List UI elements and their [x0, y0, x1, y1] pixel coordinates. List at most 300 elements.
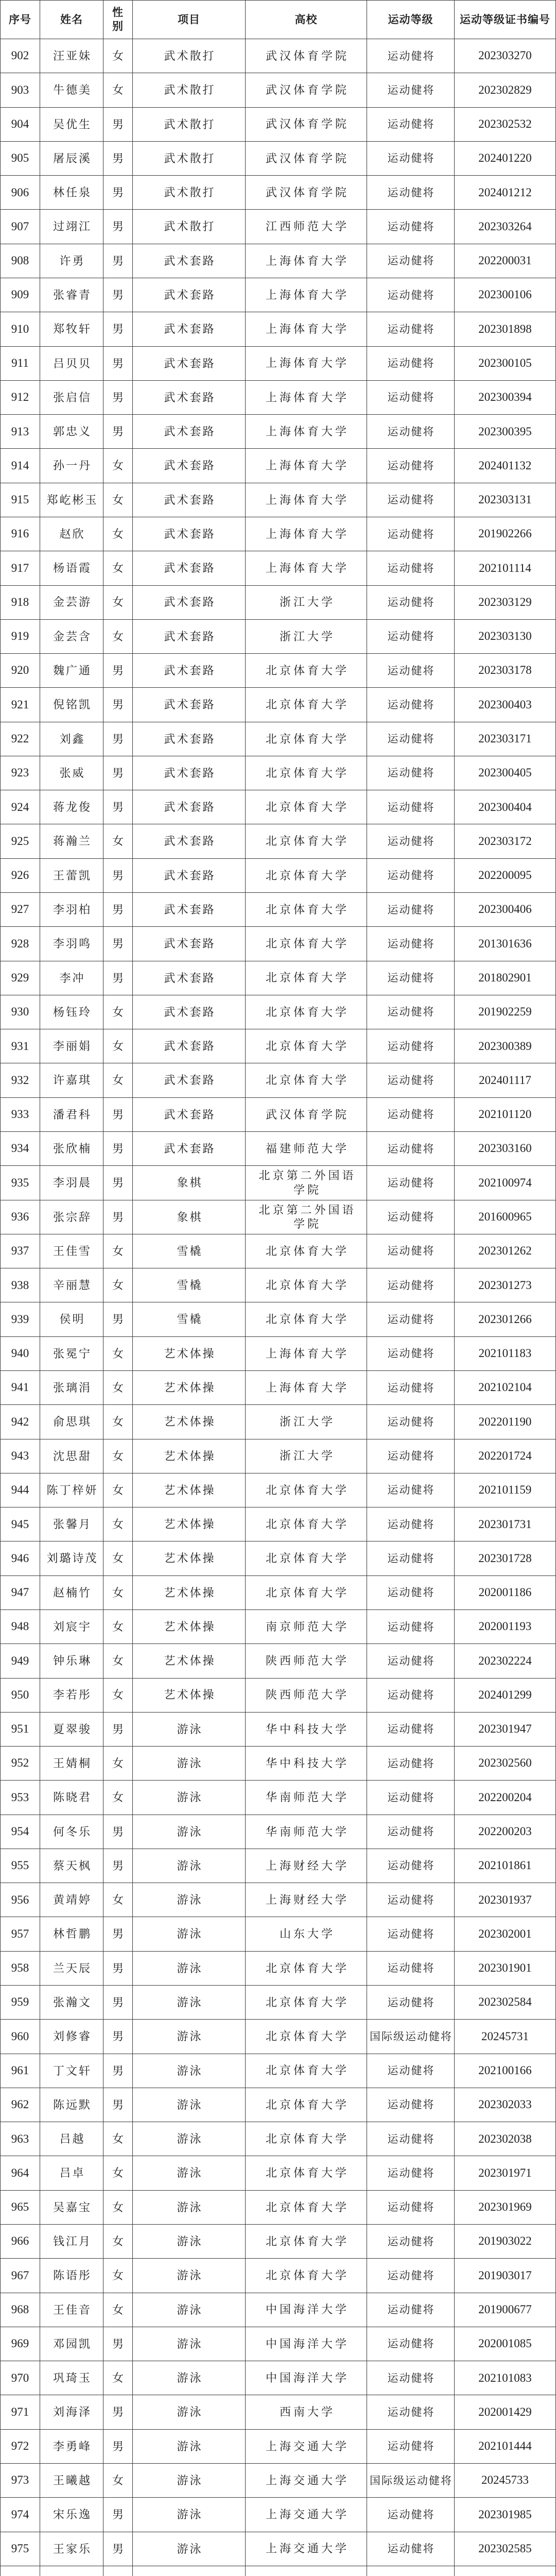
gender-cell: 女: [103, 2191, 133, 2225]
certificate-number-cell: 201802901: [455, 961, 556, 995]
serial-cell: 905: [0, 142, 40, 176]
school-cell: 南京师范大学: [246, 1610, 367, 1644]
event-cell: 艺术体操: [133, 1371, 246, 1405]
serial-cell: 932: [0, 1063, 40, 1097]
certificate-number-cell: 202101114: [455, 551, 556, 585]
level-cell: 运动健将: [367, 1747, 455, 1781]
serial-cell: 930: [0, 995, 40, 1029]
serial-cell: 921: [0, 688, 40, 722]
event-cell: 游泳: [133, 1815, 246, 1849]
event-cell: 游泳: [133, 2498, 246, 2532]
certificate-number-cell: 201600965: [455, 1200, 556, 1234]
serial-cell: 968: [0, 2293, 40, 2327]
level-cell: 运动健将: [367, 2088, 455, 2122]
school-cell: 浙江大学: [246, 620, 367, 654]
event-cell: 武术套路: [133, 551, 246, 585]
gender-cell: 女: [103, 39, 133, 73]
serial-cell: 934: [0, 1132, 40, 1166]
name-cell: 王佳雪: [40, 1234, 103, 1268]
serial-cell: 941: [0, 1371, 40, 1405]
name-cell: 蔡天枫: [40, 1849, 103, 1883]
serial-cell: 958: [0, 1952, 40, 1986]
school-cell: 浙江大学: [246, 1439, 367, 1473]
certificate-number-cell: 202301969: [455, 2191, 556, 2225]
school-cell: 北京体育大学: [246, 859, 367, 893]
name-cell: 沈思甜: [40, 1439, 103, 1473]
school-cell: 北京体育大学: [246, 722, 367, 756]
level-cell: 运动健将: [367, 1029, 455, 1063]
serial-cell: 956: [0, 1883, 40, 1917]
table-row: [0, 278, 556, 312]
table-row: [0, 688, 556, 722]
certificate-number-cell: 202303172: [455, 824, 556, 858]
event-cell: 游泳: [133, 2088, 246, 2122]
table-row: [0, 1713, 556, 1747]
table-row: [0, 73, 556, 107]
serial-cell: 926: [0, 859, 40, 893]
name-cell: 张瀚文: [40, 1986, 103, 2020]
event-cell: 艺术体操: [133, 1473, 246, 1507]
level-cell: 运动健将: [367, 927, 455, 961]
school-cell: 上海交通大学: [246, 2430, 367, 2464]
event-cell: 艺术体操: [133, 1405, 246, 1439]
table-row: [0, 2020, 556, 2054]
event-cell: 游泳: [133, 2156, 246, 2190]
table-row: [0, 2259, 556, 2293]
gender-cell: 女: [103, 1029, 133, 1063]
serial-cell: 928: [0, 927, 40, 961]
certificate-number-cell: 202302001: [455, 1917, 556, 1951]
header-name: 姓名: [40, 0, 103, 39]
name-cell: 赵楠竹: [40, 1576, 103, 1610]
event-cell: 游泳: [133, 2430, 246, 2464]
event-cell: 艺术体操: [133, 1679, 246, 1713]
school-cell: 北京体育大学: [246, 1541, 367, 1575]
school-cell: 武汉体育学院: [246, 73, 367, 107]
header-gender: [103, 0, 133, 39]
event-cell: 武术套路: [133, 893, 246, 927]
certificate-number-cell: 20245731: [455, 2020, 556, 2054]
event-cell: 游泳: [133, 1781, 246, 1815]
level-cell: 运动健将: [367, 2122, 455, 2156]
school-cell: 北京体育大学: [246, 961, 367, 995]
event-cell: 游泳: [133, 1713, 246, 1747]
school-cell: 上海体育大学: [246, 381, 367, 415]
level-cell: 运动健将: [367, 1644, 455, 1678]
school-cell: 上海体育大学: [246, 1371, 367, 1405]
event-cell: 武术套路: [133, 1029, 246, 1063]
gender-cell: 女: [103, 1473, 133, 1507]
event-cell: 武术套路: [133, 995, 246, 1029]
serial-cell: 902: [0, 39, 40, 73]
gender-cell: 女: [103, 824, 133, 858]
certificate-number-cell: 202301266: [455, 1302, 556, 1336]
school-cell: 北京体育大学: [246, 756, 367, 790]
name-cell: 杨钰玲: [40, 995, 103, 1029]
name-cell: 俞思琪: [40, 1405, 103, 1439]
gender-cell: 女: [103, 1371, 133, 1405]
event-cell: 武术散打: [133, 73, 246, 107]
name-cell: 屠辰溪: [40, 142, 103, 176]
gender-cell: 男: [103, 2395, 133, 2429]
name-cell: 吕越: [40, 2122, 103, 2156]
certificate-number-cell: 20245733: [455, 2464, 556, 2498]
gender-cell: 男: [103, 347, 133, 381]
name-cell: 张宗辞: [40, 1200, 103, 1234]
level-cell: 运动健将: [367, 1986, 455, 2020]
table-row: [0, 586, 556, 620]
name-cell: 张璃涓: [40, 1371, 103, 1405]
certificate-number-cell: 202101083: [455, 2361, 556, 2395]
serial-cell: 971: [0, 2395, 40, 2429]
school-cell: 中国海洋大学: [246, 2293, 367, 2327]
table-row: [0, 2395, 556, 2429]
table-row: [0, 449, 556, 483]
table-row: [0, 1439, 556, 1473]
level-cell: 运动健将: [367, 2054, 455, 2088]
level-cell: 运动健将: [367, 210, 455, 244]
table-row: [0, 2361, 556, 2395]
gender-cell: 女: [103, 1337, 133, 1371]
event-cell: 雪橇: [133, 1234, 246, 1268]
gender-cell: 女: [103, 517, 133, 551]
certificate-number-cell: 201900677: [455, 2293, 556, 2327]
school-cell: 上海交通大学: [246, 2464, 367, 2498]
school-cell: 北京体育大学: [246, 2054, 367, 2088]
table-row: [0, 859, 556, 893]
certificate-number-cell: 201301636: [455, 927, 556, 961]
serial-cell: 939: [0, 1302, 40, 1336]
serial-cell: 915: [0, 483, 40, 517]
level-cell: 运动健将: [367, 756, 455, 790]
serial-cell: 913: [0, 415, 40, 449]
level-cell: 运动健将: [367, 347, 455, 381]
table-row: [0, 1883, 556, 1917]
school-cell: 北京体育大学: [246, 1473, 367, 1507]
serial-cell: 925: [0, 824, 40, 858]
serial-cell: 959: [0, 1986, 40, 2020]
table-row: [0, 2327, 556, 2361]
certificate-number-cell: 202102104: [455, 1371, 556, 1405]
gender-cell: 女: [103, 449, 133, 483]
school-cell: 北京体育大学: [246, 688, 367, 722]
serial-cell: 940: [0, 1337, 40, 1371]
certificate-number-cell: 202100974: [455, 1166, 556, 1200]
event-cell: 武术套路: [133, 688, 246, 722]
school-cell: 上海交通大学: [246, 2532, 367, 2566]
school-cell: 北京体育大学: [246, 1302, 367, 1336]
serial-cell: 912: [0, 381, 40, 415]
gender-cell: 女: [103, 1234, 133, 1268]
level-cell: 运动健将: [367, 2225, 455, 2259]
school-cell: 北京体育大学: [246, 1234, 367, 1268]
level-cell: 运动健将: [367, 586, 455, 620]
table-row: [0, 1576, 556, 1610]
gender-cell: 女: [103, 995, 133, 1029]
school-cell: 上海财经大学: [246, 1849, 367, 1883]
gender-cell: 女: [103, 1268, 133, 1302]
event-cell: 艺术体操: [133, 1507, 246, 1541]
gender-cell: 女: [103, 1439, 133, 1473]
level-cell: 运动健将: [367, 2498, 455, 2532]
gender-cell: 男: [103, 1098, 133, 1132]
event-cell: 艺术体操: [133, 1576, 246, 1610]
certificate-number-cell: 202001429: [455, 2395, 556, 2429]
certificate-number-cell: 202001193: [455, 1610, 556, 1644]
event-cell: 游泳: [133, 2054, 246, 2088]
table-row: [0, 2122, 556, 2156]
name-cell: 陈语彤: [40, 2259, 103, 2293]
name-cell: 侯明: [40, 1302, 103, 1336]
event-cell: 游泳: [133, 2122, 246, 2156]
gender-cell: 男: [103, 1132, 133, 1166]
school-cell: 上海体育大学: [246, 483, 367, 517]
gender-cell: 男: [103, 2532, 133, 2566]
serial-cell: 947: [0, 1576, 40, 1610]
gender-cell: 女: [103, 1747, 133, 1781]
serial-cell: 919: [0, 620, 40, 654]
event-cell: 武术套路: [133, 824, 246, 858]
gender-cell: 女: [103, 2156, 133, 2190]
level-cell: 运动健将: [367, 2259, 455, 2293]
name-cell: [40, 2566, 103, 2576]
certificate-number-cell: 202301273: [455, 1268, 556, 1302]
school-cell: 上海体育大学: [246, 347, 367, 381]
table-row: [0, 415, 556, 449]
serial-cell: 965: [0, 2191, 40, 2225]
name-cell: 李若彤: [40, 1679, 103, 1713]
gender-cell: 女: [103, 620, 133, 654]
level-cell: 运动健将: [367, 1405, 455, 1439]
serial-cell: 973: [0, 2464, 40, 2498]
table-row: [0, 551, 556, 585]
serial-cell: 960: [0, 2020, 40, 2054]
table-row: [0, 244, 556, 278]
school-cell: 陕西师范大学: [246, 1644, 367, 1678]
school-cell: 上海体育大学: [246, 244, 367, 278]
certificate-number-cell: [455, 2566, 556, 2576]
header-serial: 序号: [0, 0, 40, 39]
certificate-number-cell: 202303160: [455, 1132, 556, 1166]
certificate-number-cell: 202303171: [455, 722, 556, 756]
certificate-number-cell: 202300105: [455, 347, 556, 381]
level-cell: 运动健将: [367, 1713, 455, 1747]
serial-cell: 953: [0, 1781, 40, 1815]
serial-cell: 929: [0, 961, 40, 995]
name-cell: 王曦越: [40, 2464, 103, 2498]
name-cell: 倪铭凯: [40, 688, 103, 722]
serial-cell: 906: [0, 176, 40, 210]
school-cell: 上海体育大学: [246, 278, 367, 312]
level-cell: 运动健将: [367, 278, 455, 312]
level-cell: 运动健将: [367, 790, 455, 824]
school-cell: 北京体育大学: [246, 995, 367, 1029]
event-cell: [133, 2566, 246, 2576]
level-cell: 运动健将: [367, 995, 455, 1029]
level-cell: 运动健将: [367, 1610, 455, 1644]
level-cell: 运动健将: [367, 1098, 455, 1132]
name-cell: 刘鑫: [40, 722, 103, 756]
event-cell: 游泳: [133, 2020, 246, 2054]
name-cell: 潘君科: [40, 1098, 103, 1132]
gender-cell: 男: [103, 2088, 133, 2122]
event-cell: 武术散打: [133, 108, 246, 142]
name-cell: 蒋瀚兰: [40, 824, 103, 858]
gender-cell: [103, 2566, 133, 2576]
table-row: [0, 39, 556, 73]
school-cell: 中国海洋大学: [246, 2361, 367, 2395]
gender-cell: 男: [103, 381, 133, 415]
event-cell: 武术套路: [133, 312, 246, 346]
gender-cell: 女: [103, 1781, 133, 1815]
gender-cell: 女: [103, 73, 133, 107]
event-cell: 武术套路: [133, 586, 246, 620]
name-cell: 兰天辰: [40, 1952, 103, 1986]
table-row: [0, 1781, 556, 1815]
school-cell: 华南师范大学: [246, 1815, 367, 1849]
gender-cell: 男: [103, 1952, 133, 1986]
certificate-number-cell: 202301901: [455, 1952, 556, 1986]
event-cell: 游泳: [133, 2259, 246, 2293]
level-cell: 运动健将: [367, 176, 455, 210]
name-cell: 刘修睿: [40, 2020, 103, 2054]
gender-cell: 男: [103, 756, 133, 790]
level-cell: 国际级运动健将: [367, 2464, 455, 2498]
level-cell: 运动健将: [367, 654, 455, 688]
certificate-number-cell: 202303129: [455, 586, 556, 620]
table-row: [0, 1644, 556, 1678]
certificate-number-cell: 202302038: [455, 2122, 556, 2156]
serial-cell: 910: [0, 312, 40, 346]
event-cell: 游泳: [133, 2395, 246, 2429]
certificate-number-cell: 202101444: [455, 2430, 556, 2464]
certificate-number-cell: 202201190: [455, 1405, 556, 1439]
table-row: [0, 1029, 556, 1063]
school-cell: 北京体育大学: [246, 1952, 367, 1986]
event-cell: 游泳: [133, 2293, 246, 2327]
certificate-number-cell: 202301731: [455, 1507, 556, 1541]
table-row: [0, 1986, 556, 2020]
level-cell: 运动健将: [367, 551, 455, 585]
gender-cell: 女: [103, 1507, 133, 1541]
level-cell: 运动健将: [367, 415, 455, 449]
certificate-number-cell: 201902259: [455, 995, 556, 1029]
level-cell: 运动健将: [367, 1473, 455, 1507]
event-cell: 艺术体操: [133, 1337, 246, 1371]
gender-cell: 男: [103, 2430, 133, 2464]
event-cell: 武术套路: [133, 415, 246, 449]
table-row: [0, 1268, 556, 1302]
serial-cell: 957: [0, 1917, 40, 1951]
table-row: [0, 1952, 556, 1986]
table-row: [0, 1679, 556, 1713]
gender-cell: 女: [103, 1883, 133, 1917]
table-row: [0, 381, 556, 415]
serial-cell: 954: [0, 1815, 40, 1849]
table-row: [0, 483, 556, 517]
table-row: [0, 176, 556, 210]
table-row: [0, 2464, 556, 2498]
certificate-number-cell: 202201724: [455, 1439, 556, 1473]
table-row: [0, 347, 556, 381]
certificate-number-cell: 202303178: [455, 654, 556, 688]
name-cell: 陈丁梓妍: [40, 1473, 103, 1507]
event-cell: 象棋: [133, 1200, 246, 1234]
table-row: [0, 1541, 556, 1575]
gender-cell: 男: [103, 244, 133, 278]
table-row: [0, 1098, 556, 1132]
level-cell: 运动健将: [367, 1166, 455, 1200]
certificate-number-cell: 202302033: [455, 2088, 556, 2122]
event-cell: 艺术体操: [133, 1644, 246, 1678]
event-cell: 游泳: [133, 1883, 246, 1917]
school-cell: 北京体育大学: [246, 927, 367, 961]
school-cell: 北京体育大学: [246, 1268, 367, 1302]
certificate-number-cell: 202300403: [455, 688, 556, 722]
school-cell: 华中科技大学: [246, 1747, 367, 1781]
name-cell: 刘海泽: [40, 2395, 103, 2429]
event-cell: 武术散打: [133, 142, 246, 176]
gender-cell: 男: [103, 893, 133, 927]
gender-cell: 女: [103, 1576, 133, 1610]
event-cell: 武术套路: [133, 756, 246, 790]
certificate-number-cell: 201903017: [455, 2259, 556, 2293]
level-cell: 运动健将: [367, 1679, 455, 1713]
name-cell: 陈晓君: [40, 1781, 103, 1815]
gender-cell: 男: [103, 210, 133, 244]
gender-cell: 男: [103, 1713, 133, 1747]
serial-cell: 975: [0, 2532, 40, 2566]
level-cell: 运动健将: [367, 1371, 455, 1405]
level-cell: 运动健将: [367, 312, 455, 346]
event-cell: 游泳: [133, 1747, 246, 1781]
gender-cell: 女: [103, 2259, 133, 2293]
header-level: 运动等级: [367, 0, 455, 39]
gender-cell: 男: [103, 1815, 133, 1849]
level-cell: 国际级运动健将: [367, 2020, 455, 2054]
school-cell: 武汉体育学院: [246, 142, 367, 176]
level-cell: 运动健将: [367, 1063, 455, 1097]
level-cell: 运动健将: [367, 1883, 455, 1917]
school-cell: 北京体育大学: [246, 2225, 367, 2259]
table-row: [0, 210, 556, 244]
gender-cell: 男: [103, 2054, 133, 2088]
school-cell: [246, 2566, 367, 2576]
table-row: [0, 2191, 556, 2225]
serial-cell: 937: [0, 1234, 40, 1268]
event-cell: 游泳: [133, 1849, 246, 1883]
name-cell: 李羽柏: [40, 893, 103, 927]
gender-cell: 女: [103, 1063, 133, 1097]
level-cell: 运动健将: [367, 1268, 455, 1302]
name-cell: 李羽晨: [40, 1166, 103, 1200]
table-row: [0, 824, 556, 858]
school-cell: 北京第二外国语学院: [246, 1166, 367, 1200]
table-row: [0, 1063, 556, 1097]
name-cell: 过翊江: [40, 210, 103, 244]
name-cell: 吴优生: [40, 108, 103, 142]
gender-cell: 男: [103, 415, 133, 449]
name-cell: 林哲鹏: [40, 1917, 103, 1951]
serial-cell: 924: [0, 790, 40, 824]
event-cell: 武术套路: [133, 449, 246, 483]
serial-cell: 909: [0, 278, 40, 312]
event-cell: 武术套路: [133, 347, 246, 381]
gender-cell: 男: [103, 1200, 133, 1234]
table-row: [0, 1917, 556, 1951]
name-cell: 魏广通: [40, 654, 103, 688]
certificate-number-cell: 202302584: [455, 1986, 556, 2020]
